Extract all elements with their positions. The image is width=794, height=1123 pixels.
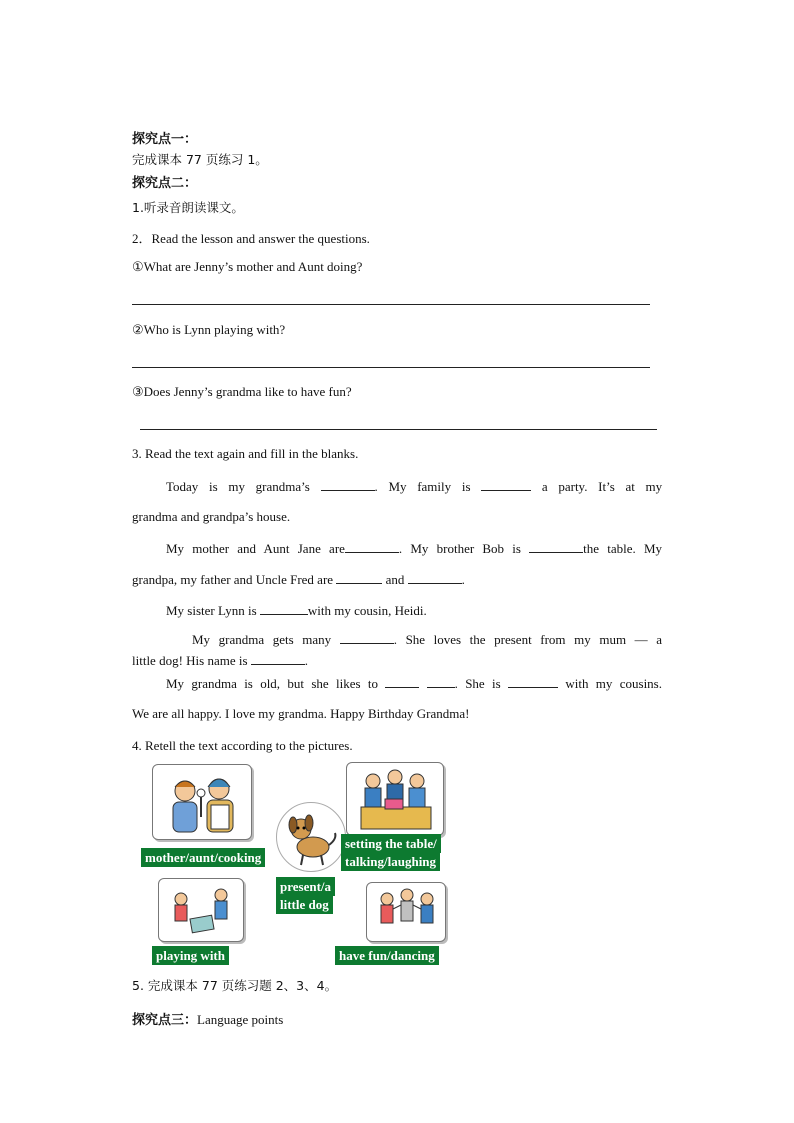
label-present-line2: little dog xyxy=(276,895,333,914)
point2-item3: 3. Read the text again and fill in the blanks. xyxy=(132,446,359,461)
fill-line-1: Today is my grandma’s . My family is a party. It’s at my xyxy=(166,479,663,494)
label-playing: playing with xyxy=(152,946,229,965)
fill-line-8: My grandma is old, but she likes to . She is with my cousins. xyxy=(166,676,662,691)
point1-title: 探究点一： xyxy=(132,132,198,147)
blank-2[interactable] xyxy=(481,478,531,491)
blank-9[interactable] xyxy=(251,652,305,665)
answer-line-3[interactable] xyxy=(140,429,657,430)
fill-line-6: My grandma gets many . She loves the present from my mum — a xyxy=(192,632,662,647)
point2-item1: 1.听录音朗读课文。 xyxy=(132,200,244,215)
blank-3[interactable] xyxy=(345,540,399,553)
question-3: ③Does Jenny’s grandma like to have fun? xyxy=(132,384,352,399)
label-table-line1: setting the table/ xyxy=(341,834,441,853)
question-1: ①What are Jenny’s mother and Aunt doing? xyxy=(132,259,363,274)
blank-11[interactable] xyxy=(427,675,455,688)
blank-8[interactable] xyxy=(340,631,394,644)
blank-1[interactable] xyxy=(321,478,375,491)
fill-line-9: We are all happy. I love my grandma. Happy Birthday Grandma! xyxy=(132,706,470,721)
fill-line-5: My sister Lynn is with my cousin, Heidi. xyxy=(166,603,427,618)
blank-4[interactable] xyxy=(529,540,583,553)
fill-line-7: little dog! His name is . xyxy=(132,653,309,668)
label-cooking: mother/aunt/cooking xyxy=(141,848,265,867)
label-table-line2: talking/laughing xyxy=(341,852,440,871)
point3-line xyxy=(132,1009,283,1028)
blank-10[interactable] xyxy=(385,675,419,688)
answer-line-2[interactable] xyxy=(132,367,650,368)
dancing-picture xyxy=(366,882,446,942)
blank-5[interactable] xyxy=(336,571,382,584)
dog-picture xyxy=(276,802,346,872)
playing-picture xyxy=(158,878,244,942)
point3-text: Language points xyxy=(197,1012,284,1027)
table-picture xyxy=(346,762,444,836)
blank-12[interactable] xyxy=(508,675,558,688)
blank-7[interactable] xyxy=(260,602,308,615)
point3-title: 探究点三： xyxy=(132,1013,198,1028)
point2-item4: 4. Retell the text according to the pictures. xyxy=(132,738,353,753)
fill-line-2: grandma and grandpa’s house. xyxy=(132,509,291,524)
point2-item2: 2．Read the lesson and answer the questions. xyxy=(132,231,370,246)
fill-line-4: grandpa, my father and Uncle Fred are and . xyxy=(132,572,465,587)
question-2: ②Who is Lynn playing with? xyxy=(132,322,286,337)
cooking-picture xyxy=(152,764,252,840)
point2-title: 探究点二： xyxy=(132,176,198,191)
label-present-line1: present/a xyxy=(276,877,335,896)
answer-line-1[interactable] xyxy=(132,304,650,305)
fill-line-3: My mother and Aunt Jane are . My brother Bob is the table. My xyxy=(166,541,662,556)
blank-6[interactable] xyxy=(408,571,462,584)
point1-task: 完成课本 77 页练习 1。 xyxy=(132,152,268,167)
point2-item5: 5. 完成课本 77 页练习题 2、3、4。 xyxy=(132,978,338,993)
label-fun: have fun/dancing xyxy=(335,946,439,965)
